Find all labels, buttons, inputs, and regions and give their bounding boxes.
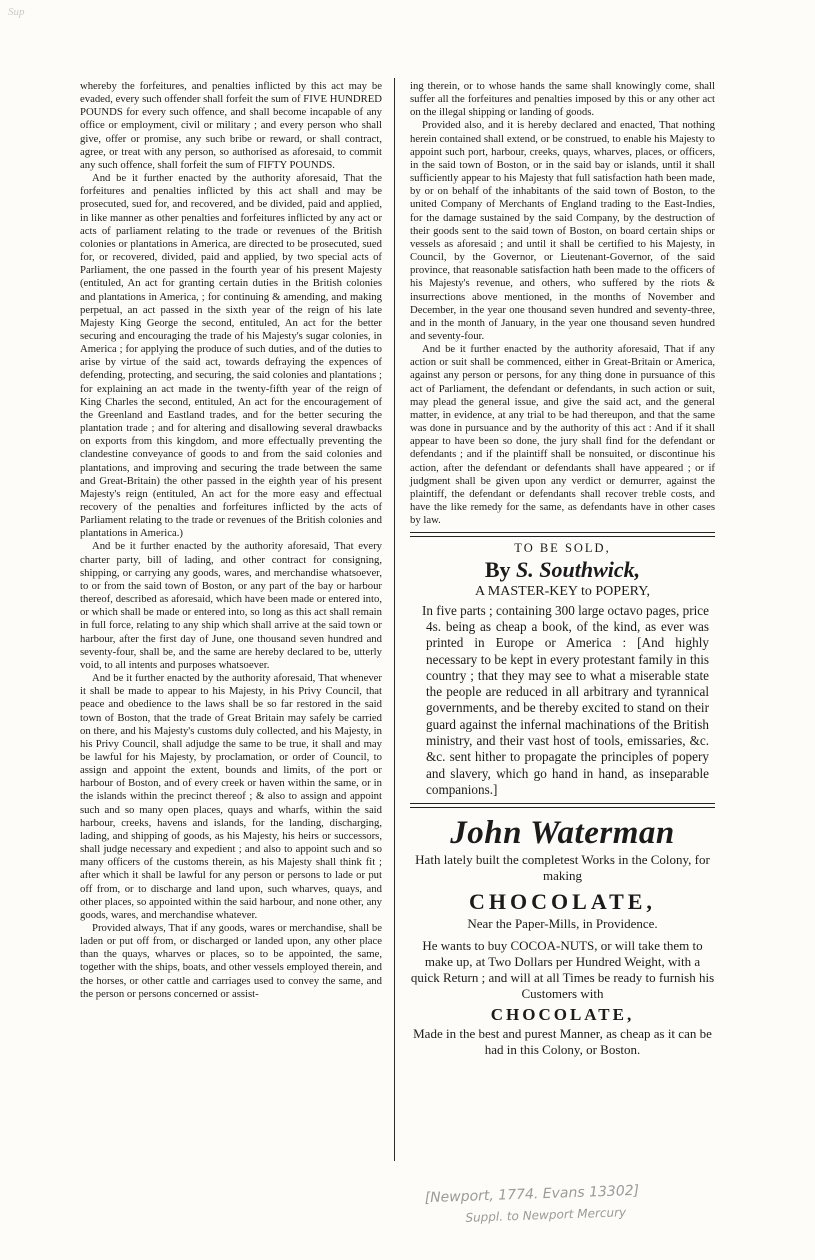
archive-pencil-note [424, 1180, 725, 1226]
ad-bookseller [410, 557, 715, 583]
column-divider [394, 78, 395, 1161]
product-heading-2: CHOCOLATE, [490, 1005, 635, 1025]
ad-body: He wants to buy COCOA-NUTS, or will take them to make up, at Two Dollars per Hundred Weight, with a quick Return ; and will at all Times be ready to furnish his Customers with [410, 938, 715, 1002]
paragraph: And be it further enacted by the authority aforesaid, That the forfeitures and penalties inflicted by this act shall and may be prosecuted, sued for, and recovered, and be divided, paid and applied, in like manner as other penalties and forfeitures inflicted by any act or acts of parliament relating to the trade or revenues of the British colonies or plantations in America, are directed to be prosecuted, sued for, or recovered, divided, paid and applied, by two special acts of Parliament, the one passed in the fourth year of his present Majesty (entituled, An act for granting certain duties in the British colonies and plantations in America, ; for continuing & amending, and making perpetual, an act passed in the sixth year of the reign of his late Majesty King George the second, entituled, An act for the better securing and encouraging the trade of his Majesty's sugar colonies, in America ; for applying the produce of such duties, and of the duties to arise by virtue of the said act, towards defraying the expences of defending, protecting, and securing, the said colonies and plantations ; for explaining an act made in the twenty-fifth year of the reign of King Charles the second, entituled, An act for the encouragement of the Greenland and Eastland trades, and for the better securing the plantation trade ; and for altering and disallowing several drawbacks on exports from this kingdom, and more effectually preventing the clandestine conveyance of goods to and from the said colonies and plantations, and improving and securing the trade between the same and Great-Britain) the other passed in the eighth year of his present Majesty's reign (entituled, An act for the more easy and effectual recovery of the penalties and forfeitures inflicted by the acts of Parliament relating to the trade or revenues of the British colonies and plantations in America.) [80, 172, 382, 540]
product-heading: CHOCOLATE, [469, 889, 656, 915]
paragraph: ing therein, or to whose hands the same shall knowingly come, shall suffer all the forfeitures and penalties imposed by this or any other act on the illegal shipping or landing of goods. [410, 80, 715, 119]
paragraph: whereby the forfeitures, and penalties inflicted by this act may be evaded, every such offender shall forfeit the sum of FIVE HUNDRED POUNDS for every such offence, and shall become incapable of any office or employment, civil or military ; and every person who shall give, offer or promise, any such bribe or reward, or shall contract, agree, or treat with any person, so authorised as aforesaid, to commit any such offence, shall forfeit the sum of FIFTY POUNDS. [80, 80, 382, 171]
right-column [410, 80, 715, 1058]
paragraph: Provided always, That if any goods, wares or merchandise, shall be laden or put off from, or discharged or landed upon, any other place than the quays, wharves or places, so to be appointed, the same, together with the ships, boats, and other vessels employed therein, and the horses, or other cattle and carriages used to convey the same, and the person or persons concerned or assist- [80, 922, 382, 1000]
ad-line: Hath lately built the completest Works in the Colony, for making [415, 852, 710, 884]
ad-location: Near the Paper-Mills, in Providence. [467, 916, 658, 932]
book-title: A MASTER-KEY to POPERY, [474, 584, 651, 600]
ad-body: In five parts ; containing 300 large octavo pages, price 4s. being as cheap a book, of the kind, as ever was printed in Europe or America : [And highly necessary to be kept in every protestant family in this country ; that they may see to what a miserable state the people are reduced in all arbitrary and tyrannical governments, and be thereby excited to stand on their guard against the infernal machinations of the British ministry, and their vast host of tools, emissaries, &c. &c. sent hither to propagate the principles of popery and slavery, which go hand in hand, as inseparable companions.] [422, 602, 709, 797]
paragraph: And be it further enacted by the authority aforesaid, That every charter party, bill of lading, and other contract for consigning, shipping, or carrying any goods, wares, and merchandise whatsoever, to or from the said town of Boston, or any part of the bay or harbour thereof, described as aforesaid, which have been made or entered into, or which shall be made or entered into, so long as this act shall remain in full force, relating to any ship which shall arrive at the said town or harbour, after the first day of June, one thousand seven hundred and seventy-four, shall be, and the same are hereby declared to be, utterly void, to all intents and purposes whatsoever. [80, 540, 382, 671]
advertiser-name: John Waterman [450, 815, 675, 852]
section-rule [410, 532, 715, 537]
bookseller-name: S. Southwick, [516, 557, 641, 583]
archive-source: Suppl. to Newport Mercury [465, 1205, 627, 1225]
southwick-advertisement [410, 542, 715, 798]
paragraph: And be it further enacted by the authority aforesaid, That whenever it shall be made to appear to his Majesty, in his Privy Council, that peace and obedience to the laws shall be so far restored in the said town of Boston, that the trade of Great Britain may safely be carried on there, and his Majesty's customs duly collected, and his Majesty, in his Privy Council, shall adjudge the same to be true, it shall and may be lawful for his Majesty, by proclamation, or order of Council, to assign and appoint the extent, bounds and limits, of the port or harbour of Boston, and of every creek or haven within the same, or in the islands within the precinct thereof ; & also to assign and appoint such and so many open places, quays and wharfs, within the said harbour, creeks, havens and islands, for the landing, discharging, lading, and shipping of goods, as his Majesty, his heirs or successors, shall judge necessary and expedient ; and also to appoint such and so many officers of the customs therein, as his Majesty shall think fit ; after which it shall be lawful for any person or persons to lade or put off from, or to discharge and land upon, such wharves, quays, and other places, so appointed within the said harbour, and none other, any goods, wares, and merchandise whatever. [80, 672, 382, 921]
ad-heading: TO BE SOLD, [514, 541, 611, 556]
section-rule [410, 803, 715, 808]
corner-pencil-mark: Sup [8, 6, 25, 18]
archive-citation: [Newport, 1774. Evans 13302] [424, 1182, 640, 1207]
paragraph: Provided also, and it is hereby declared and enacted, That nothing herein contained shall extend, or be construed, to enable his Majesty to appoint such port, harbour, creeks, quays, wharves, places, or officers, in the said town of Boston, or in the said bay or islands, until it shall sufficiently appear to his Majesty that full satisfaction hath been made, by or on behalf of the inhabitants of the said town of Boston, to the united Company of Merchants of England trading to the East-Indies, for the damage sustained by the said Company, by the destruction of their goods sent to the said town of Boston, on board certain ships or vessels as aforesaid ; and until it shall be certified to his Majesty, in Council, by the Governor, or Lieutenant-Governor, of the said province, that reasonable satisfaction hath been made to the officers of his Majesty's revenue, and others, who suffered by the riots & insurrections above mentioned, in the months of November and December, in the year one thousand seven hundred and seventy-three, and in the month of January, in the year one thousand seven hundred and seventy-four. [410, 119, 715, 342]
paragraph: And be it further enacted by the authority aforesaid, That if any action or suit shall be commenced, either in Great-Britain or America, against any person or persons, for any thing done in pursuance of this act of Parliament, the defendant or defendants, in such action or suit, may plead the general issue, and give the said act, and the general matter, in evidence, at any trial to be had thereupon, and that the same was done in pursuance and by the authority of this act : And if it shall appear to have been so done, the jury shall find for the defendant or defendants ; and if the plaintiff shall be nonsuited, or discontinue his action, after the defendant or defendants shall have appeared ; or if judgment shall be given upon any verdict or demurrer, against the plaintiff, the defendant or defendants shall recover treble costs, and have the like remedy for the same, as defendants have in other cases by law. [410, 343, 715, 527]
by-label: By [484, 557, 511, 583]
left-column [80, 80, 382, 1001]
waterman-advertisement [410, 814, 715, 1058]
ad-closing: Made in the best and purest Manner, as cheap as it can be had in this Colony, or Boston. [413, 1026, 712, 1058]
